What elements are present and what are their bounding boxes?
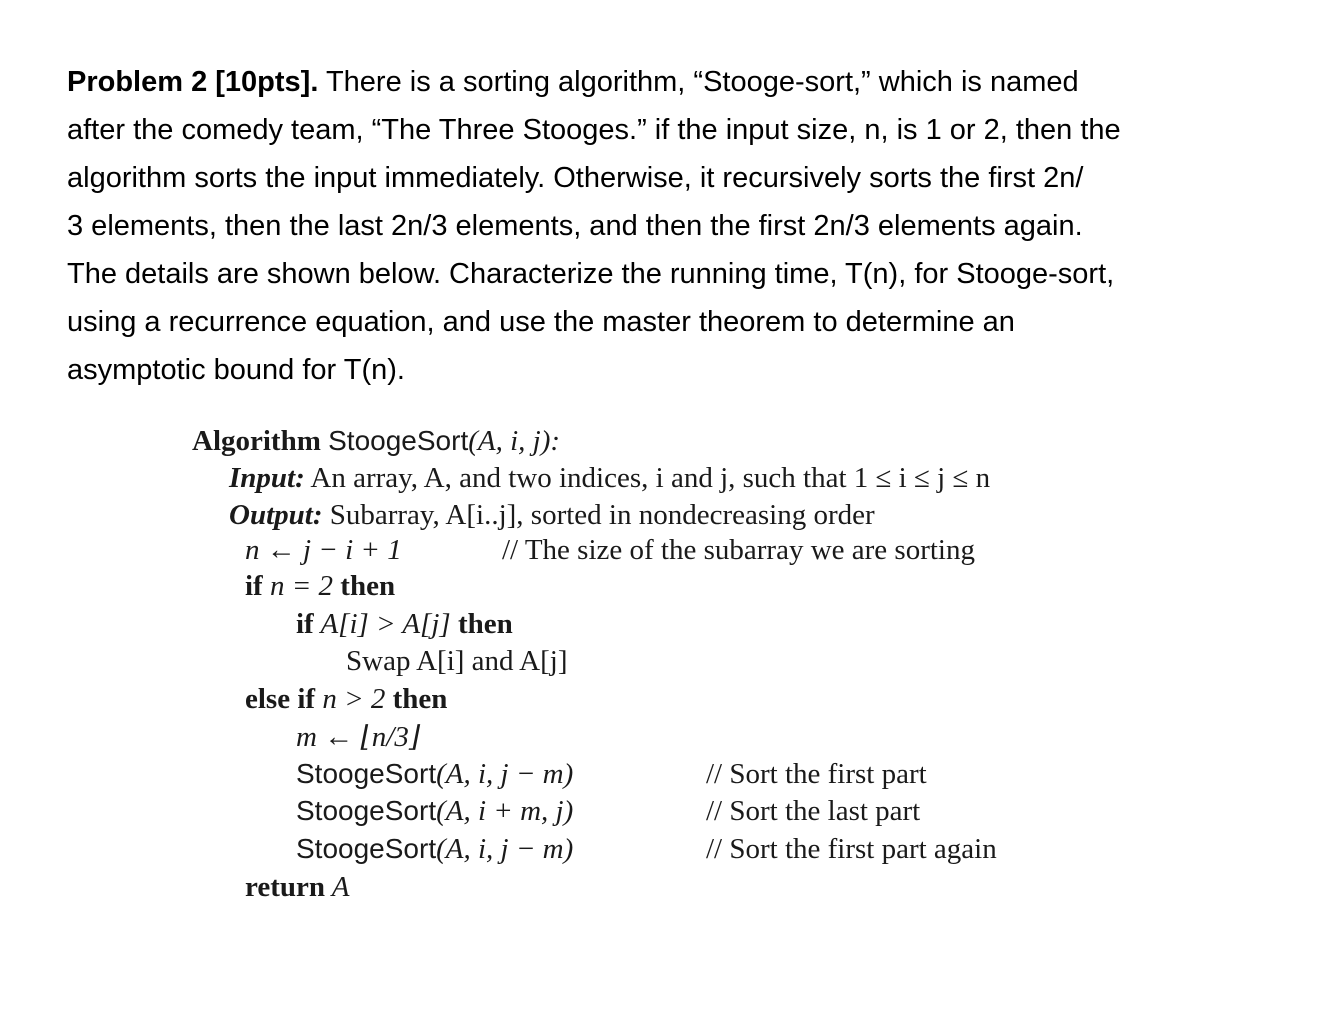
problem-line-3: algorithm sorts the input immediately. Otherwise, it recursively sorts the first 2n/ [67, 162, 1084, 194]
call-2-args: (A, i + m, j) [436, 795, 574, 827]
line-if-compare [296, 606, 513, 642]
kw-then: then [340, 570, 396, 602]
call-3-name: StoogeSort [296, 833, 437, 864]
line-call-1 [296, 756, 573, 792]
algorithm-keyword: Algorithm [192, 425, 321, 457]
comment-call-3: // Sort the first part again [706, 833, 997, 865]
algorithm-header [192, 423, 560, 459]
algorithm-signature: (A, i, j): [468, 425, 561, 457]
line-swap: Swap A[i] and A[j] [346, 645, 568, 677]
input-label: Input: [229, 462, 305, 494]
cond-cmp: A[i] > A[j] [313, 608, 458, 640]
output-text: Subarray, A[i..j], sorted in nondecreasing order [322, 499, 875, 531]
problem-line-7: asymptotic bound for T(n). [67, 354, 405, 386]
line-else-if [245, 681, 447, 717]
kw-then-2: then [457, 608, 513, 640]
line-size-assignment: n ← j − i + 1 [245, 534, 402, 566]
cond-eq: n = 2 [262, 570, 341, 602]
problem-text-1: There is a sorting algorithm, “Stooge-sort,” which is named [318, 66, 1079, 98]
comment-call-2: // Sort the last part [706, 795, 921, 827]
algorithm-input [229, 460, 990, 496]
problem-line-2: after the comedy team, “The Three Stooges.” if the input size, n, is 1 or 2, then the [67, 114, 1121, 146]
comment-size: // The size of the subarray we are sorting [502, 534, 975, 566]
call-1-args: (A, i, j − m) [436, 758, 574, 790]
kw-if: if [245, 570, 263, 602]
line-return [245, 869, 349, 905]
kw-if-2: if [296, 608, 314, 640]
kw-then-3: then [392, 683, 448, 715]
problem-line-6: using a recurrence equation, and use the master theorem to determine an [67, 306, 1015, 338]
problem-label: Problem 2 [10pts]. [67, 66, 319, 98]
call-3-args: (A, i, j − m) [436, 833, 574, 865]
algorithm-output [229, 497, 875, 533]
call-1-name: StoogeSort [296, 758, 437, 789]
line-call-2 [296, 793, 573, 829]
kw-else-if: else if [245, 683, 316, 715]
algorithm-name: StoogeSort [328, 425, 469, 456]
comment-call-1: // Sort the first part [706, 758, 927, 790]
line-if-n-equals-2 [245, 568, 395, 604]
problem-line-5: The details are shown below. Characterize the running time, T(n), for Stooge-sort, [67, 258, 1115, 290]
input-text: An array, A, and two indices, i and j, such that 1 ≤ i ≤ j ≤ n [304, 462, 991, 494]
cond-gt: n > 2 [315, 683, 393, 715]
line-call-3 [296, 831, 573, 867]
kw-return: return [245, 871, 326, 903]
output-label: Output: [229, 499, 323, 531]
problem-line-4: 3 elements, then the last 2n/3 elements, and then the first 2n/3 elements again. [67, 210, 1083, 242]
call-2-name: StoogeSort [296, 795, 437, 826]
line-m-assignment: m ← ⌊n/3⌋ [296, 721, 421, 753]
return-value: A [325, 871, 350, 903]
